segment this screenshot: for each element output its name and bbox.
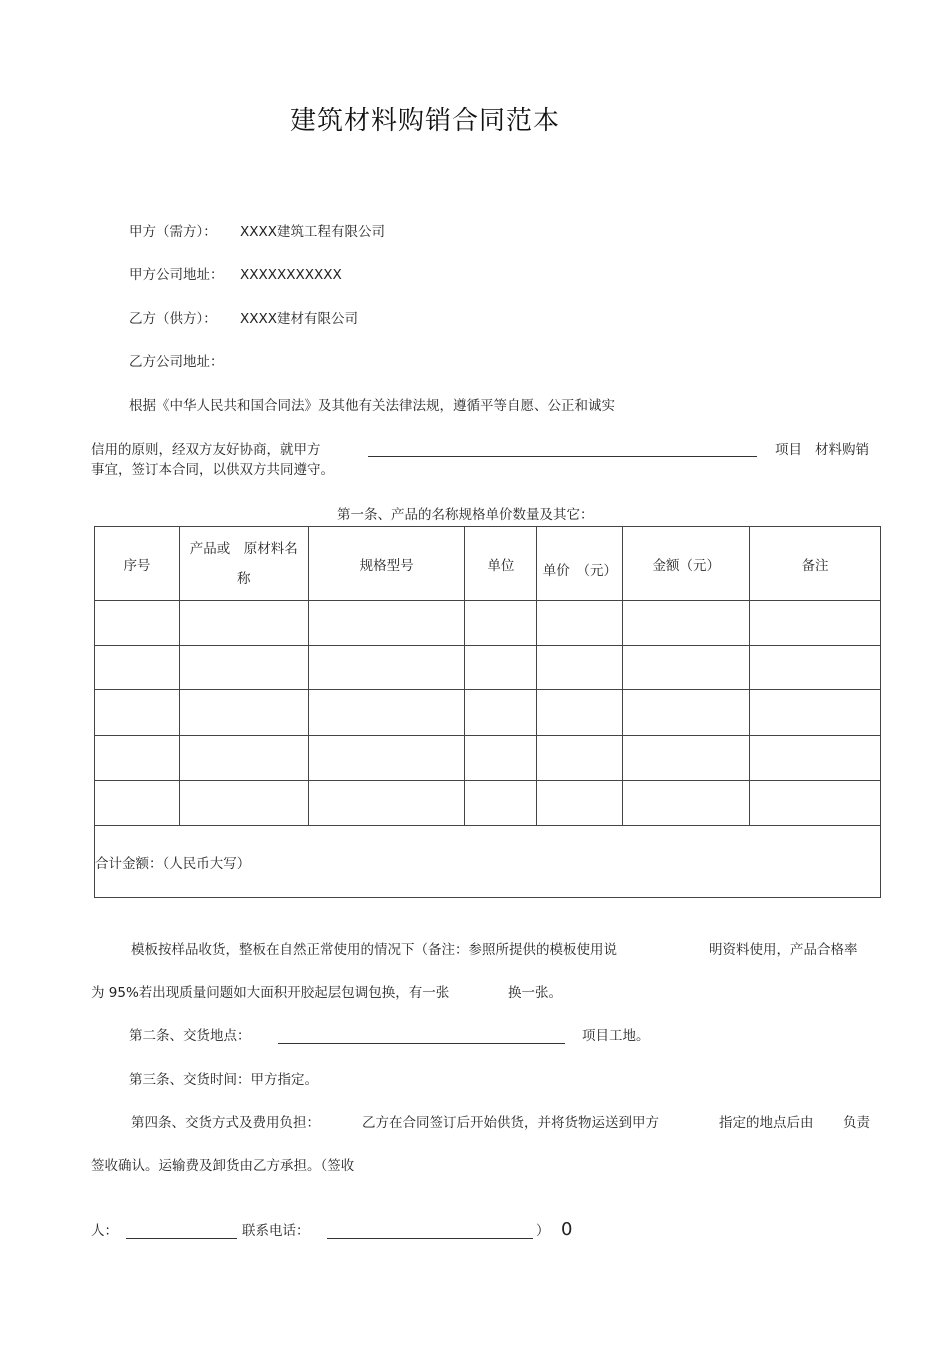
total-amount-label: 合计金额：（人民币大写） <box>95 826 881 898</box>
quality-line-1-left: 模板按样品收货，整板在自然正常使用的情况下（备注：参照所提供的模板使用说 <box>131 942 617 958</box>
col-header-product-name-line2: 称 <box>237 570 251 587</box>
intro-line-2-left: 信用的原则，经双方友好协商，就甲方 <box>91 442 321 458</box>
article-3-text: 第三条、交货时间：甲方指定。 <box>129 1072 318 1088</box>
party-b-value: XXXX建材有限公司 <box>240 311 358 327</box>
intro-line-3: 事宜，签订本合同，以供双方共同遵守。 <box>91 462 334 478</box>
delivery-location-blank <box>278 1043 565 1044</box>
intro-line-1: 根据《中华人民共和国合同法》及其他有关法律法规，遵循平等自愿、公正和诚实 <box>129 398 615 414</box>
document-title: 建筑材料购销合同范本 <box>289 106 560 136</box>
table-row <box>95 690 881 736</box>
table-row <box>95 601 881 646</box>
party-a-value: XXXX建筑工程有限公司 <box>240 224 385 240</box>
table-header-row <box>95 527 881 601</box>
closing-paren: ） <box>536 1223 550 1239</box>
article-4-label: 第四条、交货方式及费用负担： <box>131 1115 320 1131</box>
phone-blank <box>327 1238 533 1239</box>
col-header-unit: 单位 <box>465 527 537 601</box>
phone-label: 联系电话： <box>242 1223 310 1239</box>
col-header-index: 序号 <box>95 527 180 601</box>
article-4-text-a: 乙方在合同签订后开始供货，并将货物运送到甲方 <box>362 1115 659 1131</box>
party-b-address-label: 乙方公司地址： <box>129 354 224 370</box>
party-a-address-value: XXXXXXXXXXX <box>240 267 342 283</box>
signer-label: 人： <box>91 1223 118 1239</box>
table-total-row <box>95 826 881 898</box>
signer-blank <box>126 1238 237 1239</box>
party-a-label: 甲方（需方）： <box>129 224 217 240</box>
intro-line-2-purchase: 材料购销 <box>815 442 869 458</box>
table-row <box>95 736 881 781</box>
quality-line-2-right: 换一张。 <box>508 985 562 1001</box>
col-header-unit-price: 单价 （元） <box>537 527 623 601</box>
table-row <box>95 781 881 826</box>
article-4-line-2: 签收确认。运输费及卸货由乙方承担。（签收 <box>91 1158 355 1174</box>
table-row <box>95 646 881 690</box>
col-header-product-name <box>179 527 308 601</box>
article-2-label: 第二条、交货地点： <box>129 1028 251 1044</box>
quality-line-2-left: 为 95%若出现质量问题如大面积开胶起层包调包换，有一张 <box>91 985 450 1001</box>
article-1-heading: 第一条、产品的名称规格单价数量及其它： <box>337 507 594 523</box>
page-mark: 0 <box>561 1219 573 1240</box>
intro-line-2-project: 项目 <box>775 442 802 458</box>
quality-line-1-right: 明资料使用，产品合格率 <box>709 942 858 958</box>
article-2-suffix: 项目工地。 <box>582 1028 650 1044</box>
article-4-text-c: 负责 <box>843 1115 870 1131</box>
party-a-address-label: 甲方公司地址： <box>129 267 224 283</box>
product-table <box>94 526 881 898</box>
col-header-remark: 备注 <box>750 527 881 601</box>
article-4-text-b: 指定的地点后由 <box>719 1115 814 1131</box>
col-header-product-name-line1: 产品或 原材料名 <box>189 540 298 557</box>
col-header-spec: 规格型号 <box>308 527 465 601</box>
party-b-label: 乙方（供方）： <box>129 311 217 327</box>
col-header-amount: 金额（元） <box>623 527 750 601</box>
project-name-blank <box>368 456 757 457</box>
